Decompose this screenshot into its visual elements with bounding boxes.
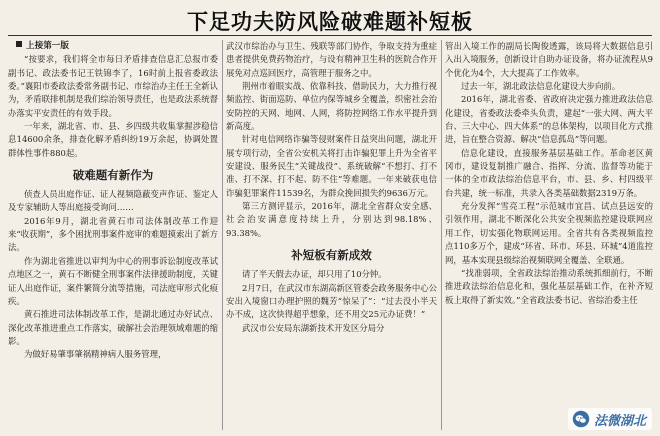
paragraph: 荆州市着眼实战、依靠科技、借助民力，大力推行视频监控、街面巡防、单位内保等城乡全覆盖，织密社会治安防控的天网、地网、人网，将防控网络工作水平提升到新高度。 — [226, 81, 437, 132]
headline-rule — [8, 35, 652, 36]
paragraph: 一年来，湖北省、市、县、乡四级共收集掌握涉稳信息14600余条，排查化解矛盾纠纷19万余起，协调处置群体性事件880起。 — [8, 121, 218, 158]
column-divider — [441, 40, 442, 430]
subheading: 破难题有新作为 — [72, 168, 154, 183]
square-bullet-icon — [16, 41, 22, 47]
watermark-text: 法微湖北 — [593, 413, 646, 429]
paragraph: “找准弱项，全省政法综治推动系统抓细前行，不断推进政法综治信息化和，强化基层基础工作，在补齐短板上取得了新实效。”全省政法委书记、省综治委主任 — [445, 267, 653, 305]
paragraph: 黄石推进司法体制改革工作，是湖北通过办好试点、深化改革推进重点工作落实，破解社会治理领域难题的缩影。 — [8, 309, 218, 346]
headline: 下足功夫防风险破难题补短板 — [187, 10, 473, 34]
article-column-1 — [8, 40, 218, 432]
paragraph: 作为湖北省推进以审判为中心的刑事诉讼制度改革试点地区之一，黄石不断健全刑事案件法律援助制度，关键证人出庭作证，案件繁简分流等措施，司法庭审形式化痕疾。 — [8, 255, 218, 306]
paragraph: 侦查人员出庭作证、证人视频隐蔽变声作证、鉴定人及专家辅助人等出庭接受询问…… — [8, 189, 218, 213]
paragraph: “按要求，我们将全市每日矛盾排查信息汇总报市委副书记、政法委书记王铁锦李了，16时前上报省委政法委。”襄阳市委政法委常务副书记、市综治办主任王全新认为，矛盾联排机制是我们综治领导责任，也是政法系统督办落实平安责任的有效手段。 — [8, 54, 218, 118]
paragraph: 武汉市公安局东湖新技术开发区分局分 — [242, 322, 385, 333]
paragraph: 2016年9月，湖北省黄石市司法体制改革工作迎来“收获期”，多个困扰刑事案件庭审的难题摸索出了新方法。 — [8, 215, 218, 253]
paragraph: 为做好易肇事肇祸精神病人服务管理， — [24, 349, 167, 360]
paragraph: 针对电信网络诈骗等侵财案件日益突出问题，湖北开展专项行动，全省公安机关将打击诈骗犯罪上升为全省平安建设、服务民生“关键战役”、系统破解“不想打、打不准、打不深、打不起、防不住”等难题。一年来破获电信诈骗犯罪案件11539名，为群众挽回损失约9636万元。 — [226, 134, 437, 198]
article-column-3 — [445, 40, 653, 432]
paragraph: 过去一年，湖北政法信息化建设大步向前。 — [461, 81, 621, 92]
paragraph: 管出入境工作的副局长陶俊透露，该局将大数据信息引入出入境服务，创新设计自助办证设备，将办证流程从9个优化为4个，大大提高了工作效率。 — [445, 41, 653, 78]
paragraph: 第三方测评显示，2016年，湖北全省群众安全感、社会治安满意度持续上升，分别达到98.18%、93.38%。 — [226, 201, 437, 238]
wechat-logo-icon — [572, 410, 590, 428]
subheading: 补短板有新成效 — [291, 248, 372, 263]
jump-label-text: 上接第一版 — [26, 41, 69, 51]
paragraph: 请了半天假去办证，却只用了10分钟。 — [242, 269, 387, 280]
jump-label — [8, 40, 218, 53]
paragraph: 2016年，湖北省委、省政府决定强力推进政法信息化建设，省委政法委牵头负责，建起“一张大网、两大平台、三大中心、四大体系”的总体架构，以项目化方式推进，旨在整合资源、解决“信息孤岛”等问题。 — [445, 94, 653, 145]
column-divider — [222, 40, 223, 430]
paragraph: 充分发挥“雪亮工程”示范城市宜昌、试点县远安的引领作用，湖北不断深化公共安全视频监控建设联网应用工作，切实强化物联网运用。全省共有各类视频监控点110多万个，建成“环省、环市、环县、环城”4道监控网，基本实现县级综治视频联网全覆盖、全联通。 — [445, 201, 653, 265]
wechat-watermark — [568, 408, 652, 430]
article-column-2 — [226, 40, 437, 432]
paragraph: 2月7日，在武汉市东湖高新区管委会政务服务中心公安出入境窗口办理护照的魏芳“惊呆了”：“过去没小半天办不成，这次快得超乎想象，还不用交25元办证费！” — [226, 282, 437, 320]
paragraph: 信息化建设，直接服务基层基础工作。革命老区黄冈市，建设复制推广融合、指挥、分流、监督等功能于一体的全市政法综治信息平台，市、县、乡、村四级平台共建，统一标准，共录入各类基础数据2319万条。 — [445, 147, 653, 198]
paragraph: 武汉市综治办与卫生、残联等部门协作，争取支持为重症患者提供免费药物治疗，与设有精神卫生科的医院合作开展免对点巡回医疗，高管理于服务之中。 — [226, 41, 437, 78]
